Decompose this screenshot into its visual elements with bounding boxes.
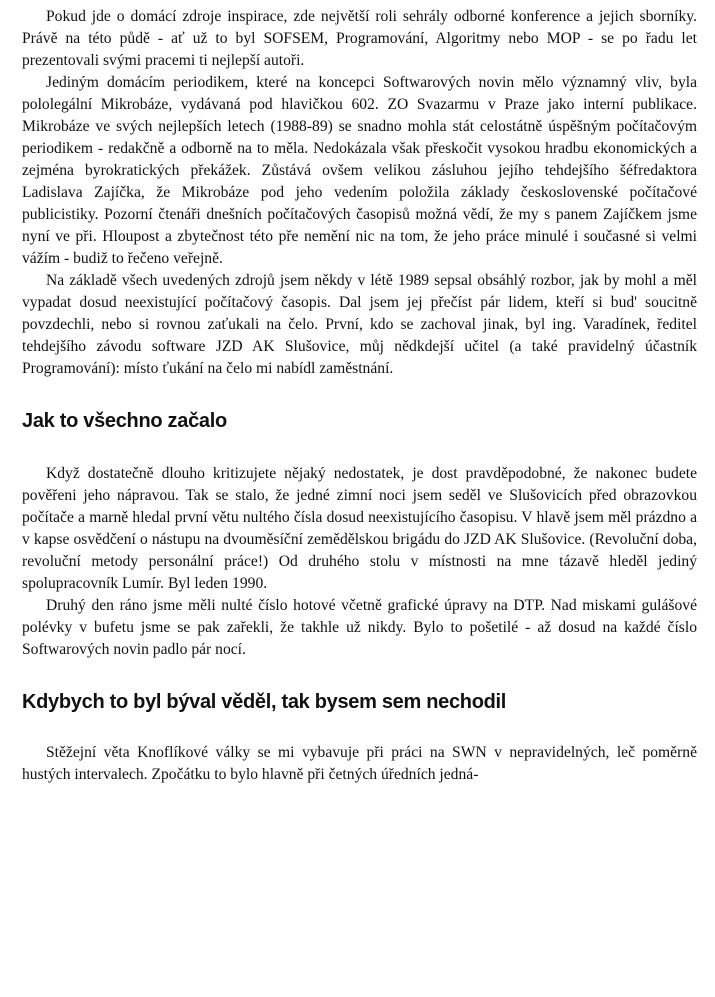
paragraph-magazine-proposal: Na základě všech uvedených zdrojů jsem někdy v létě 1989 sepsal obsáhlý rozbor, jak by mohl a měl vypadat dosud neexistující počítačový časopis. Dal jsem jej přečíst pár lidem, kteří si bud' soucitně povzdechli, nebo si rovnou zaťukali na čelo. První, kdo se zachoval jinak, byl ing. Varadínek, ředitel tehdejšího závodu software JZD AK Slušovice, můj nědkdejší učitel (a také pravidelný účastník Programování): místo ťukání na čelo mi nabídl zaměstnání. [22,272,697,377]
paragraph-first-issue: Když dostatečně dlouho kritizujete nějaký nedostatek, je dost pravděpodobné, že nakonec budete pověřeni jeho nápravou. Tak se stalo, že jedné zimní noci jsem seděl ve Slušovicích před obrazovkou počítače a marně hledal první větu nultého čísla dosud neexistujícího časopisu. V hlavě jsem měl prázdno a v kapse osvědčení o nástupu na dvouměsíční zemědělskou brigádu do JZD AK Slušovice. (Revoluční doba, revoluční metody personální práce!) Od druhého stolu v místnosti na mne tázavě hleděl jediný spolupracovník Lumír. Byl leden 1990. [22,465,697,592]
section-heading-how-it-began: Jak to všechno začalo [22,410,227,432]
paragraph-mikrobaze: Jediným domácím periodikem, které na koncepci Softwarových novin mělo významný vliv, byla pololegální Mikrobáze, vydávaná pod hlavičkou 602. ZO Svazarmu v Praze jako interní publikace. Mikrobáze ve svých nejlepších letech (1988-89) se snadno mohla stát celostátně úspěšným počítačovým periodikem - redakčně a odborně na to měla. Nedokázala však přeskočit vysokou hradbu ekonomických a zejména byrokratických překážek. Zůstává ovšem velikou zásluhou jejího tehdejšího šéfredaktora Ladislava Zajíčka, že Mikrobáze pod jeho vedením položila základy československé počítačové publicistiky. Pozorní čtenáři dnešních počítačových časopisů možná vědí, že my s panem Zajíčkem jsme nyní ve při. Hloupost a zbytečnost této pře nemění nic na tom, že jeho práce minulé i současné si velmi vážím - budiž to řečeno veřejně. [22,74,697,267]
section-heading-if-i-had-known: Kdybych to byl býval věděl, tak bysem sem nechodil [22,691,507,713]
paragraph-inspiration-sources: Pokud jde o domácí zdroje inspirace, zde největší roli sehrály odborné konference a jejich sborníky. Právě na této půdě - ať už to byl SOFSEM, Programování, Algoritmy nebo MOP - se po řadu let prezentovali svými pracemi ti nejlepší autoři. [22,8,697,69]
paragraph-button-war: Stěžejní věta Knoflíkové války se mi vybavuje při práci na SWN v nepravidelných, leč poměrně hustých intervalech. Zpočátku to bylo hlavně při četných úředních jedná- [22,744,697,783]
paragraph-next-day: Druhý den ráno jsme měli nulté číslo hotové včetně grafické úpravy na DTP. Nad miskami gulášové polévky v bufetu jsme se pak zařekli, že takhle už nikdy. Bylo to pošetilé - až dosud na každé číslo Softwarových novin padlo pár nocí. [22,597,697,658]
